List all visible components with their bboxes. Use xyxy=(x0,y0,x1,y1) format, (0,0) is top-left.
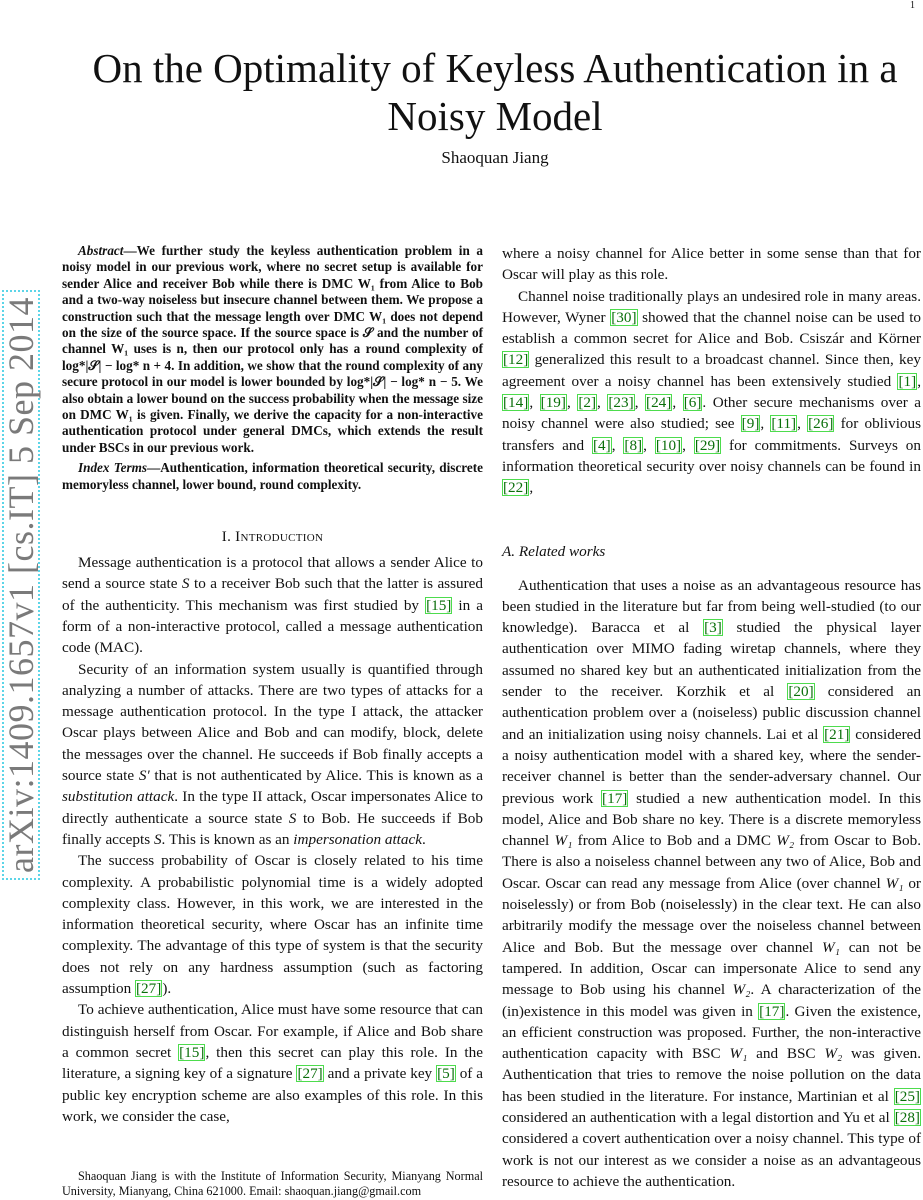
citation-link[interactable]: [27] xyxy=(297,1065,323,1083)
citation-link[interactable]: [21] xyxy=(824,725,850,743)
index-terms-text: —Authentication, information theoretical security, discrete memoryless channel, lower bound, round complexity. xyxy=(62,460,484,492)
intro-paragraph-3: The success probability of Oscar is closely related to his time complexity. A probabilistic polynomial time is a widely adopted complexity class. However, in this work, we are interested in the information theoretical security, where Oscar has an infinite time complexity. The advantage of this type of system is that the security does not rely on any hardness assumption (such as factoring assumption [27]). xyxy=(62,852,483,998)
citation-link[interactable]: [15] xyxy=(426,596,452,614)
citation-link[interactable]: [12] xyxy=(503,351,529,369)
right-paragraph-2: Authentication that uses a noise as an advantageous resource has been studied in the literature but far from being well-studied (to our knowledge). Baracca et al [3] studied the physical layer authentication over MIMO fading wiretap channels, where they assumed no shared key but an authenticated initialization from the sender to the receiver. Korzhik et al [20] considered an authentication problem over a (noiseless) public discussion channel and an initialization using noisy channels. Lai et al [21] considered a noisy authentication model with a shared key, where the sender-receiver channel is better than the sender-adversary channel. Our previous work [17] studied a new authentication model. In this model, Alice and Bob share no key. There is a discrete memoryless channel W₁ from Alice to Bob and a DMC W₂ from Oscar to Bob. There is also a noiseless channel between any two of Alice, Bob and Oscar. Oscar can read any message from Alice (over channel W₁ or noiselessly) or from Bob (noiselessly) in the clear text. He can also arbitrarily modify the message over the noiseless channel between Alice and Bob. But the message over channel W₁ can not be tampered. In addition, Oscar can impersonate Alice to send any message to Bob using his channel W₂. A characterization of the (in)existence in this model was given in [17]. Given the existence, an efficient construction was proposed. Further, the non-interactive authentication capacity with BSC W₁ and BSC W₂ was given. Authentication that tries to remove the noise pollution on the data has been studied in the literature. For instance, Martinian et al [25] considered an authentication with a legal distortion and Yu et al [28] considered a covert authentication over a noisy channel. This type of work is not our interest as we consider a noise as an advantageous resource to achieve the authentication. xyxy=(502,576,922,1190)
citation-link[interactable]: [19] xyxy=(540,394,566,412)
intro-paragraph-4: To achieve authentication, Alice must have some resource that can distinguish herself from Oscar. For example, if Alice and Bob share a common secret [15], then this secret can play this role. In the literature, a signing key of a signature [27] and a private key [5] of a public key encryption scheme are also examples of this role. In this work, we consider the case, xyxy=(62,1001,483,1125)
citation-link[interactable]: [6] xyxy=(683,394,702,412)
citation-link[interactable]: [1] xyxy=(898,372,917,390)
citation-link[interactable]: [11] xyxy=(771,415,797,433)
left-column xyxy=(62,243,483,1127)
citation-link[interactable]: [17] xyxy=(602,789,628,807)
citation-link[interactable]: [30] xyxy=(611,308,637,326)
citation-link[interactable]: [10] xyxy=(655,436,682,454)
paper-title: On the Optimality of Keyless Authentication in a Noisy Model xyxy=(92,45,898,139)
citation-link[interactable]: [15] xyxy=(179,1043,205,1061)
author: Shaoquan Jiang xyxy=(441,148,549,167)
citation-link[interactable]: [24] xyxy=(646,394,672,412)
section-heading-introduction: I. Introduction xyxy=(221,529,324,546)
abstract-label: Abstract xyxy=(78,243,124,258)
subsection-heading-related-works: A. Related works xyxy=(502,542,606,560)
citation-link[interactable]: [14] xyxy=(503,394,529,412)
citation-link[interactable]: [22] xyxy=(503,479,529,497)
citation-link[interactable]: [23] xyxy=(608,394,634,412)
index-terms xyxy=(62,460,483,493)
citation-link[interactable]: [5] xyxy=(437,1065,455,1083)
citation-link[interactable]: [9] xyxy=(741,415,760,433)
citation-link[interactable]: [4] xyxy=(593,436,611,454)
index-terms-label: Index Terms xyxy=(78,460,148,476)
right-column xyxy=(502,243,921,1192)
citation-link[interactable]: [29] xyxy=(694,436,721,454)
citation-link[interactable]: [25] xyxy=(894,1087,920,1105)
right-paragraph-1: Channel noise traditionally plays an undesired role in many areas. However, Wyner [30] showed that the channel noise can be used to establish a common secret for Alice and Bob. Csiszár and Körner [12] generalized this result to a broadcast channel. Since then, key agreement over a noisy channel has been extensively studied [1], [14], [19], [2], [23], [24], [6]. Other secure mechanisms over a noisy channel were also studied; see [9], [11], [26] for oblivious transfers and [4], [8], [10], [29] for commitments. Surveys on information theoretical security over noisy channels can be found in [22], xyxy=(502,287,922,497)
abstract-text: —We further study the keyless authentication problem in a noisy model in our previous work, where no secret setup is available for sender Alice and receiver Bob while there is DMC W₁ from Alice to Bob and a two-way noiseless but insecure channel between them. We propose a construction such that the message length over DMC W₁ does not depend on the size of the source space. If the source space is 𝒮 and the number of channel W₁ uses is n, then our protocol only has a round complexity of log*|𝒮| − log* n + 4. In addition, we show that the round complexity of any secure protocol in our model is lower bounded by log*|𝒮| − log* n − 5. We also obtain a lower bound on the success probability when the message size on DMC W₁ is given. Finally, we derive the capacity for a non-interactive authentication protocol under general DMCs, which extends the result under BSCs in our previous work. xyxy=(62,243,483,455)
citation-link[interactable]: [20] xyxy=(788,683,814,701)
citation-link[interactable]: [2] xyxy=(578,394,597,412)
arxiv-id: arXiv:1409.1657v1 [cs.IT] 5 Sep 2014 xyxy=(1,297,41,873)
citation-link[interactable]: [3] xyxy=(704,619,722,637)
citation-link[interactable]: [28] xyxy=(894,1108,920,1126)
citation-link[interactable]: [27] xyxy=(136,980,162,998)
citation-link[interactable]: [26] xyxy=(808,415,834,433)
page-number: 1 xyxy=(910,0,915,11)
abstract xyxy=(62,243,483,456)
citation-link[interactable]: [8] xyxy=(624,436,643,454)
right-paragraph-0: where a noisy channel for Alice better in some sense than that for Oscar will play as this role. xyxy=(502,245,921,284)
intro-paragraph-2: Security of an information system usually is quantified through analyzing a number of attacks. There are two types of attacks for a message authentication protocol. In the type I attack, the attacker Oscar plays between Alice and Bob and can modify, block, delete the messages over the channel. He succeeds if Bob finally accepts a source state S′ that is not authenticated by Alice. This is known as a substitution attack. In the type II attack, Oscar impersonates Alice to directly authenticate a source state S to Bob. He succeeds if Bob finally accepts S. This is known as an impersonation attack. xyxy=(62,660,484,848)
arxiv-stamp xyxy=(2,290,40,880)
citation-link[interactable]: [17] xyxy=(759,1002,785,1020)
intro-paragraph-1: Message authentication is a protocol that allows a sender Alice to send a source state S to a receiver Bob such that the latter is assured of the authenticity. This mechanism was first studied by [15] in a form of a non-interactive protocol, called a message authentication code (MAC). xyxy=(62,554,483,657)
footnote-affiliation: Shaoquan Jiang is with the Institute of Information Security, Mianyang Normal University, Mianyang, China 621000. Email: shaoquan.jiang@gmail.com xyxy=(62,1169,483,1198)
